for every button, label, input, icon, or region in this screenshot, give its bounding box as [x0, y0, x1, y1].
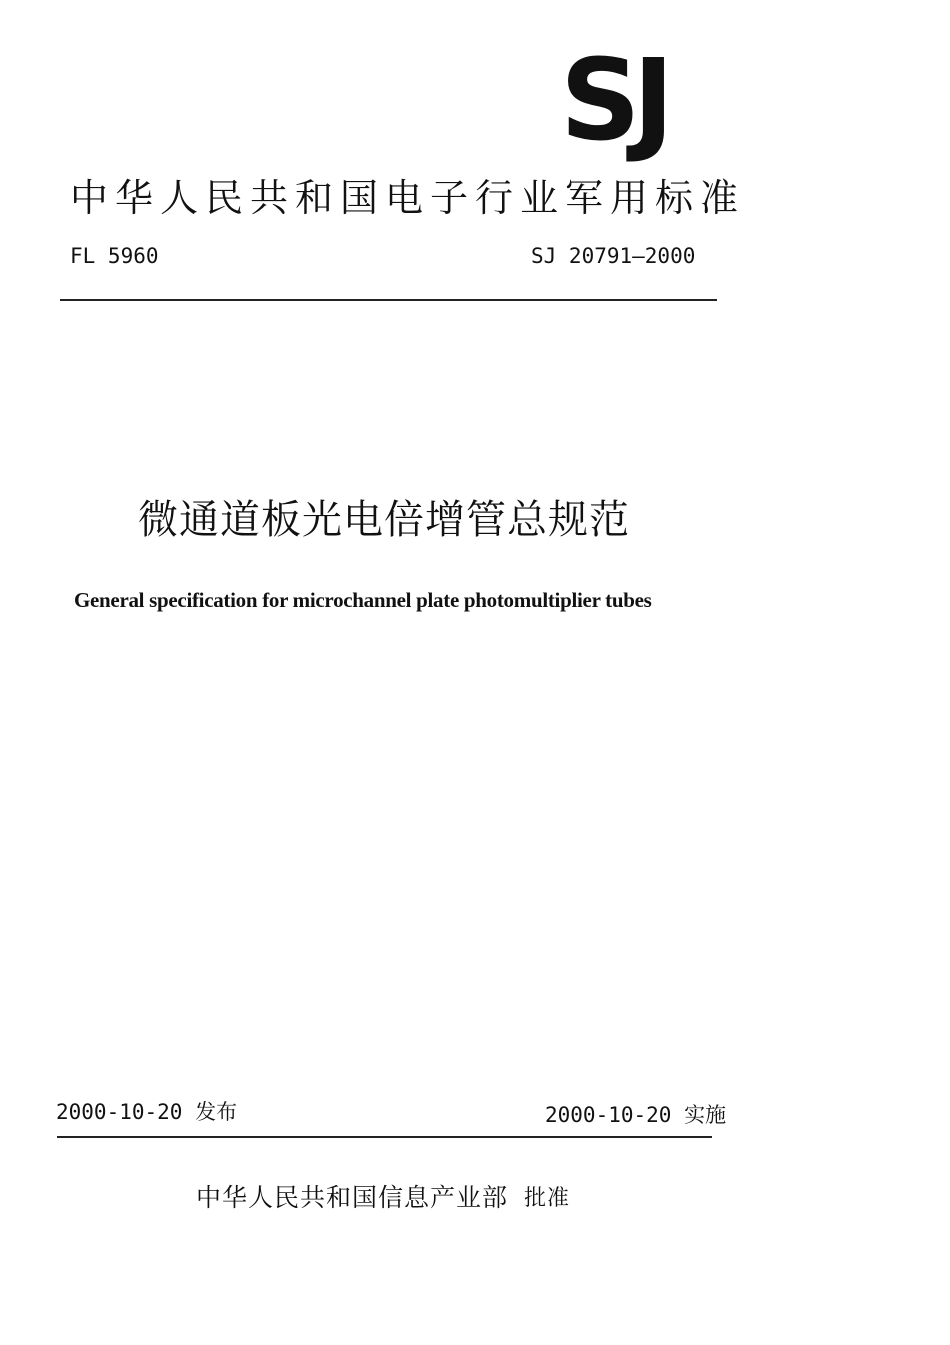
approving-authority: 中华人民共和国信息产业部	[196, 1183, 509, 1212]
bottom-divider	[57, 1136, 712, 1138]
approved-label: 批准	[524, 1186, 571, 1211]
fl-code: FL 5960	[70, 244, 159, 268]
sj-logo: SJ	[560, 36, 667, 166]
top-divider	[60, 299, 717, 301]
document-title-english: General specification for microchannel plate photomultiplier tubes	[74, 588, 652, 612]
document-title-chinese: 微通道板光电倍增管总规范	[138, 497, 630, 543]
standard-category-title: 中华人民共和国电子行业军用标准	[70, 176, 746, 220]
issue-date: 2000-10-20 发布	[56, 1100, 238, 1124]
standard-number: SJ 20791—2000	[531, 244, 696, 268]
implementation-date: 2000-10-20 实施	[545, 1103, 727, 1127]
